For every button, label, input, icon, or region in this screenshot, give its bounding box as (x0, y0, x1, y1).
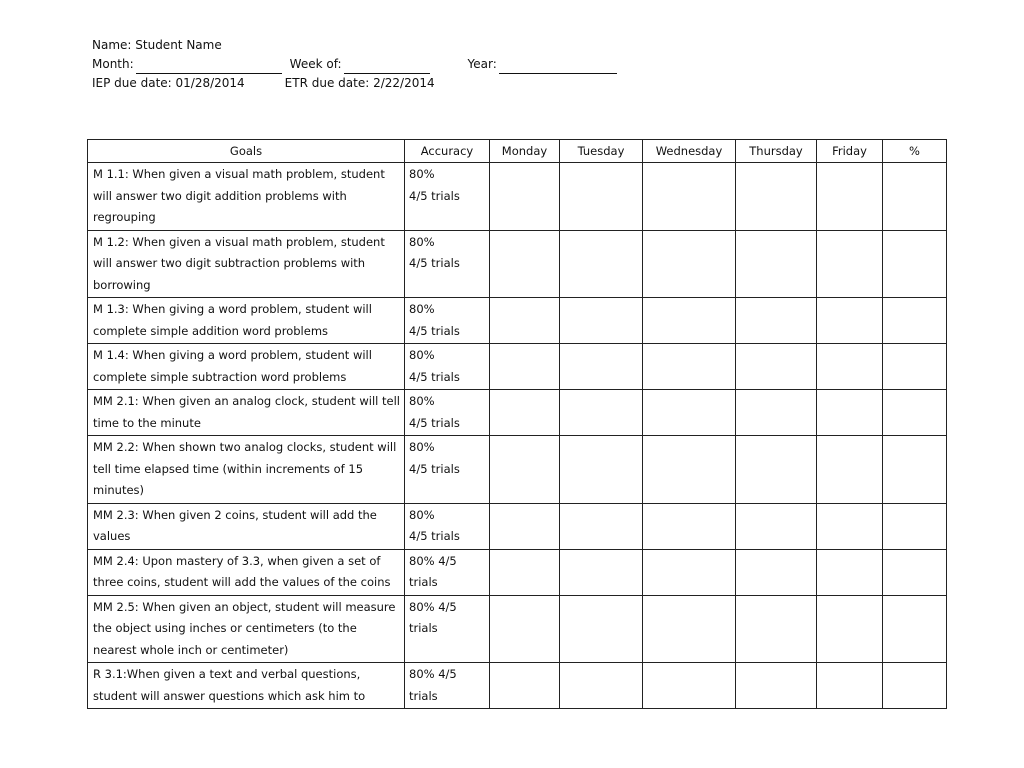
percent-cell[interactable] (883, 436, 947, 504)
goal-cell: MM 2.3: When given 2 coins, student will add the values (88, 503, 405, 549)
due-dates-row (92, 74, 617, 93)
table-row (88, 390, 947, 436)
thursday-cell[interactable] (736, 503, 817, 549)
goal-cell: MM 2.4: Upon mastery of 3.3, when given a set of three coins, student will add the values of the coins (88, 549, 405, 595)
accuracy-cell: 80% 4/5 trials (405, 163, 490, 231)
date-fields-row (92, 55, 617, 74)
table-row (88, 436, 947, 504)
percent-cell[interactable] (883, 595, 947, 663)
friday-cell[interactable] (817, 163, 883, 231)
thursday-cell[interactable] (736, 595, 817, 663)
thursday-cell[interactable] (736, 344, 817, 390)
accuracy-cell: 80% 4/5 trials (405, 436, 490, 504)
accuracy-cell: 80% 4/5 trials (405, 663, 490, 709)
col-wednesday: Wednesday (643, 140, 736, 163)
goal-cell: M 1.3: When giving a word problem, student will complete simple addition word problems (88, 298, 405, 344)
iep-due-date: IEP due date: 01/28/2014 (92, 76, 245, 90)
tuesday-cell[interactable] (560, 230, 643, 298)
monday-cell[interactable] (490, 390, 560, 436)
friday-cell[interactable] (817, 344, 883, 390)
tuesday-cell[interactable] (560, 163, 643, 231)
monday-cell[interactable] (490, 230, 560, 298)
percent-cell[interactable] (883, 230, 947, 298)
percent-cell[interactable] (883, 298, 947, 344)
etr-due-date: ETR due date: 2/22/2014 (284, 76, 435, 90)
col-friday: Friday (817, 140, 883, 163)
wednesday-cell[interactable] (643, 436, 736, 504)
tuesday-cell[interactable] (560, 344, 643, 390)
percent-cell[interactable] (883, 344, 947, 390)
accuracy-cell: 80% 4/5 trials (405, 298, 490, 344)
monday-cell[interactable] (490, 549, 560, 595)
table-row (88, 663, 947, 709)
table-row (88, 549, 947, 595)
table-row (88, 503, 947, 549)
col-percent: % (883, 140, 947, 163)
monday-cell[interactable] (490, 663, 560, 709)
monday-cell[interactable] (490, 436, 560, 504)
percent-cell[interactable] (883, 549, 947, 595)
tuesday-cell[interactable] (560, 663, 643, 709)
percent-cell[interactable] (883, 663, 947, 709)
goals-table (87, 139, 947, 709)
monday-cell[interactable] (490, 503, 560, 549)
thursday-cell[interactable] (736, 163, 817, 231)
wednesday-cell[interactable] (643, 390, 736, 436)
col-accuracy: Accuracy (405, 140, 490, 163)
table-row (88, 595, 947, 663)
goal-cell: R 3.1:When given a text and verbal questions, student will answer questions which ask him to (88, 663, 405, 709)
month-blank[interactable] (136, 59, 282, 74)
col-goals: Goals (88, 140, 405, 163)
tuesday-cell[interactable] (560, 503, 643, 549)
wednesday-cell[interactable] (643, 163, 736, 231)
percent-cell[interactable] (883, 503, 947, 549)
accuracy-cell: 80% 4/5 trials (405, 230, 490, 298)
wednesday-cell[interactable] (643, 230, 736, 298)
percent-cell[interactable] (883, 163, 947, 231)
tuesday-cell[interactable] (560, 549, 643, 595)
monday-cell[interactable] (490, 298, 560, 344)
header-row (88, 140, 947, 163)
sheet-header (92, 36, 617, 93)
tuesday-cell[interactable] (560, 298, 643, 344)
monday-cell[interactable] (490, 344, 560, 390)
table-row (88, 298, 947, 344)
percent-cell[interactable] (883, 390, 947, 436)
friday-cell[interactable] (817, 436, 883, 504)
year-blank[interactable] (499, 59, 617, 74)
friday-cell[interactable] (817, 230, 883, 298)
accuracy-cell: 80% 4/5 trials (405, 390, 490, 436)
col-monday: Monday (490, 140, 560, 163)
monday-cell[interactable] (490, 595, 560, 663)
goal-cell: MM 2.5: When given an object, student will measure the object using inches or centimeters (to the nearest whole inch or centimeter) (88, 595, 405, 663)
thursday-cell[interactable] (736, 436, 817, 504)
month-label: Month: (92, 57, 134, 71)
wednesday-cell[interactable] (643, 503, 736, 549)
thursday-cell[interactable] (736, 549, 817, 595)
table-row (88, 163, 947, 231)
accuracy-cell: 80% 4/5 trials (405, 549, 490, 595)
tuesday-cell[interactable] (560, 595, 643, 663)
thursday-cell[interactable] (736, 298, 817, 344)
accuracy-cell: 80% 4/5 trials (405, 595, 490, 663)
thursday-cell[interactable] (736, 390, 817, 436)
wednesday-cell[interactable] (643, 298, 736, 344)
friday-cell[interactable] (817, 549, 883, 595)
friday-cell[interactable] (817, 663, 883, 709)
col-tuesday: Tuesday (560, 140, 643, 163)
table-row (88, 230, 947, 298)
week-label: Week of: (289, 57, 342, 71)
friday-cell[interactable] (817, 595, 883, 663)
goal-cell: M 1.2: When given a visual math problem, student will answer two digit subtraction problems with borrowing (88, 230, 405, 298)
tuesday-cell[interactable] (560, 390, 643, 436)
thursday-cell[interactable] (736, 663, 817, 709)
monday-cell[interactable] (490, 163, 560, 231)
accuracy-cell: 80% 4/5 trials (405, 503, 490, 549)
wednesday-cell[interactable] (643, 344, 736, 390)
wednesday-cell[interactable] (643, 549, 736, 595)
table-row (88, 344, 947, 390)
goal-cell: MM 2.2: When shown two analog clocks, student will tell time elapsed time (within increments of 15 minutes) (88, 436, 405, 504)
friday-cell[interactable] (817, 390, 883, 436)
friday-cell[interactable] (817, 503, 883, 549)
name-line (92, 36, 617, 55)
accuracy-cell: 80% 4/5 trials (405, 344, 490, 390)
tuesday-cell[interactable] (560, 436, 643, 504)
col-thursday: Thursday (736, 140, 817, 163)
thursday-cell[interactable] (736, 230, 817, 298)
goal-cell: M 1.4: When giving a word problem, student will complete simple subtraction word problems (88, 344, 405, 390)
goal-cell: MM 2.1: When given an analog clock, student will tell time to the minute (88, 390, 405, 436)
wednesday-cell[interactable] (643, 663, 736, 709)
student-name: Name: Student Name (92, 38, 222, 52)
year-label: Year: (467, 57, 497, 71)
friday-cell[interactable] (817, 298, 883, 344)
week-blank[interactable] (344, 59, 430, 74)
wednesday-cell[interactable] (643, 595, 736, 663)
goal-cell: M 1.1: When given a visual math problem, student will answer two digit addition problems with regrouping (88, 163, 405, 231)
